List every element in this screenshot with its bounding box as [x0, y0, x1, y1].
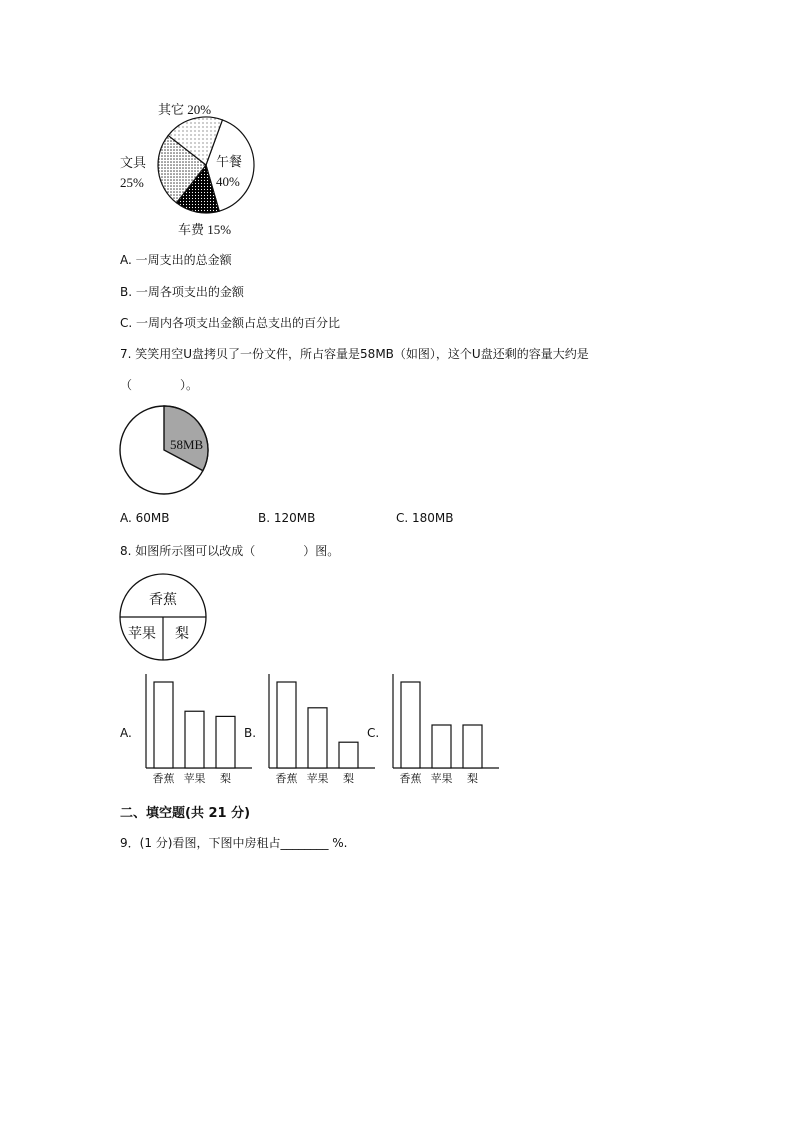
bar-c-bar-2 — [463, 725, 482, 768]
bar-a-bar-0 — [154, 682, 173, 768]
bar-c-bar-0 — [401, 682, 420, 768]
fruit-pie-label-apple: 苹果 — [128, 626, 156, 642]
bar-a-tick-label-0: 香蕉 — [152, 772, 175, 785]
q6-option-b[interactable]: B. 一周各项支出的金额 — [120, 285, 244, 299]
bar-b-tick-label-0: 香蕉 — [275, 772, 298, 785]
q7-option-a[interactable]: A. 60MB — [120, 511, 170, 525]
bar-c-tick-label-1: 苹果 — [430, 772, 453, 785]
pie-label-other: 其它 20% — [158, 102, 212, 117]
fruit-pie-chart — [118, 572, 212, 664]
q6-option-a[interactable]: A. 一周支出的总金额 — [120, 253, 232, 267]
bar-b-tick-label-1: 苹果 — [306, 772, 329, 785]
bar-a-bar-2 — [216, 716, 235, 768]
bar-a-bar-1 — [185, 711, 204, 768]
fruit-pie-label-banana: 香蕉 — [149, 592, 177, 608]
bar-c-tick-label-2: 梨 — [467, 772, 478, 785]
pie-label-lunch-pct: 40% — [216, 174, 240, 189]
fruit-pie-label-pear: 梨 — [175, 626, 189, 642]
expense-pie-chart — [110, 98, 270, 240]
q7-option-b[interactable]: B. 120MB — [258, 511, 316, 525]
bar-chart-option-c[interactable] — [385, 672, 505, 788]
q7-blank[interactable]: （ ）。 — [120, 378, 199, 392]
pie-label-stationery-name: 文具 — [120, 156, 147, 171]
bar-b-bar-0 — [277, 682, 296, 768]
q8-stem: 8. 如图所示图可以改成（ ）图。 — [120, 544, 340, 558]
bar-b-bar-1 — [308, 708, 327, 768]
bar-b-tick-label-2: 梨 — [343, 772, 354, 785]
q9-stem[interactable]: 9．(1 分)看图，下图中房租占________ %. — [120, 836, 348, 850]
bar-chart-option-b[interactable] — [261, 672, 381, 788]
bar-chart-option-a[interactable] — [138, 672, 258, 788]
bar-b-bar-2 — [339, 742, 358, 768]
q8-option-a-label[interactable]: A. — [120, 726, 132, 740]
pie-label-stationery-pct: 25% — [120, 175, 144, 190]
q7-stem: 7. 笑笑用空U盘拷贝了一份文件，所占容量是58MB（如图），这个U盘还剩的容量大约是 — [120, 347, 589, 361]
section-fill-in-title: 二、填空题(共 21 分) — [120, 806, 251, 821]
q7-option-c[interactable]: C. 180MB — [396, 511, 454, 525]
pie-label-58mb: 58MB — [170, 437, 204, 452]
pie-label-lunch-name: 午餐 — [216, 155, 243, 170]
bar-c-tick-label-0: 香蕉 — [399, 772, 422, 785]
pie-label-fare: 车费 15% — [178, 222, 232, 237]
bar-a-tick-label-2: 梨 — [220, 772, 231, 785]
q8-option-c-label[interactable]: C. — [367, 726, 380, 740]
q6-option-c[interactable]: C. 一周内各项支出金额占总支出的百分比 — [120, 316, 341, 330]
bar-a-tick-label-1: 苹果 — [183, 772, 206, 785]
bar-c-bar-1 — [432, 725, 451, 768]
q8-option-b-label[interactable]: B. — [244, 726, 257, 740]
usb-capacity-pie-chart — [118, 402, 218, 498]
